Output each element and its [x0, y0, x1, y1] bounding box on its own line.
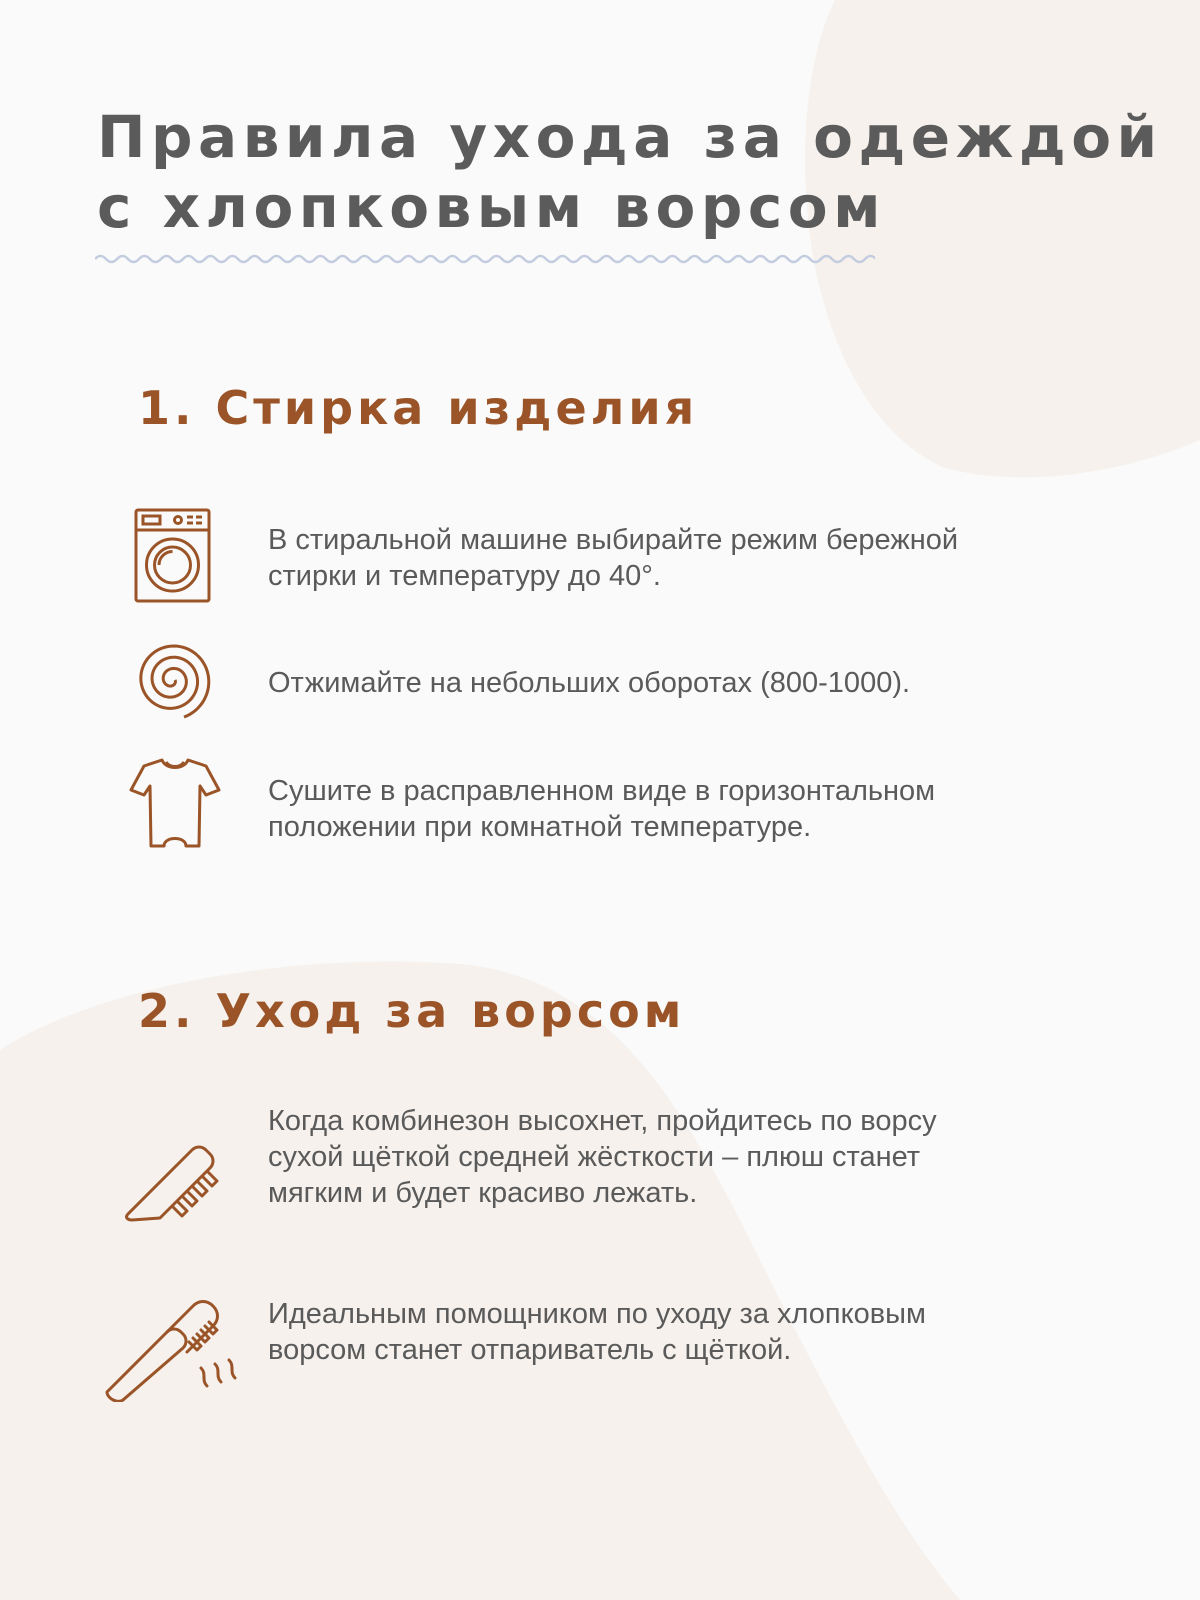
wavy-underline — [95, 249, 875, 269]
instruction-spin: Отжимайте на небольших оборотах (800-1000). — [268, 667, 911, 699]
washing-machine-icon — [134, 508, 212, 604]
section-title-washing: 1. Стирка изделия — [138, 381, 699, 435]
instruction-drying: Сушите в расправленном виде в горизонтальном положении при комнатной температуре. — [268, 775, 936, 843]
steamer-brush-icon — [103, 1294, 245, 1402]
page-title — [97, 102, 1163, 242]
instruction-steamer: Идеальным помощником по уходу за хлопковым ворсом станет отпариватель с щёткой. — [268, 1298, 926, 1366]
instruction-brushing: Когда комбинезон высохнет, пройдитесь по ворсу сухой щёткой средней жёсткости – плюш станет мягким и будет красиво лежать. — [268, 1105, 937, 1209]
page-title-line-1: Правила ухода за одеждой — [97, 103, 1163, 171]
instruction-wash-mode: В стиральной машине выбирайте режим бережной стирки и температуру до 40°. — [268, 524, 959, 592]
baby-romper-icon — [128, 756, 222, 852]
brush-icon — [124, 1138, 224, 1224]
section-title-pile-care: 2. Уход за ворсом — [138, 984, 686, 1038]
spin-spiral-icon — [130, 638, 214, 722]
page-title-line-2: с хлопковым ворсом — [97, 173, 887, 241]
